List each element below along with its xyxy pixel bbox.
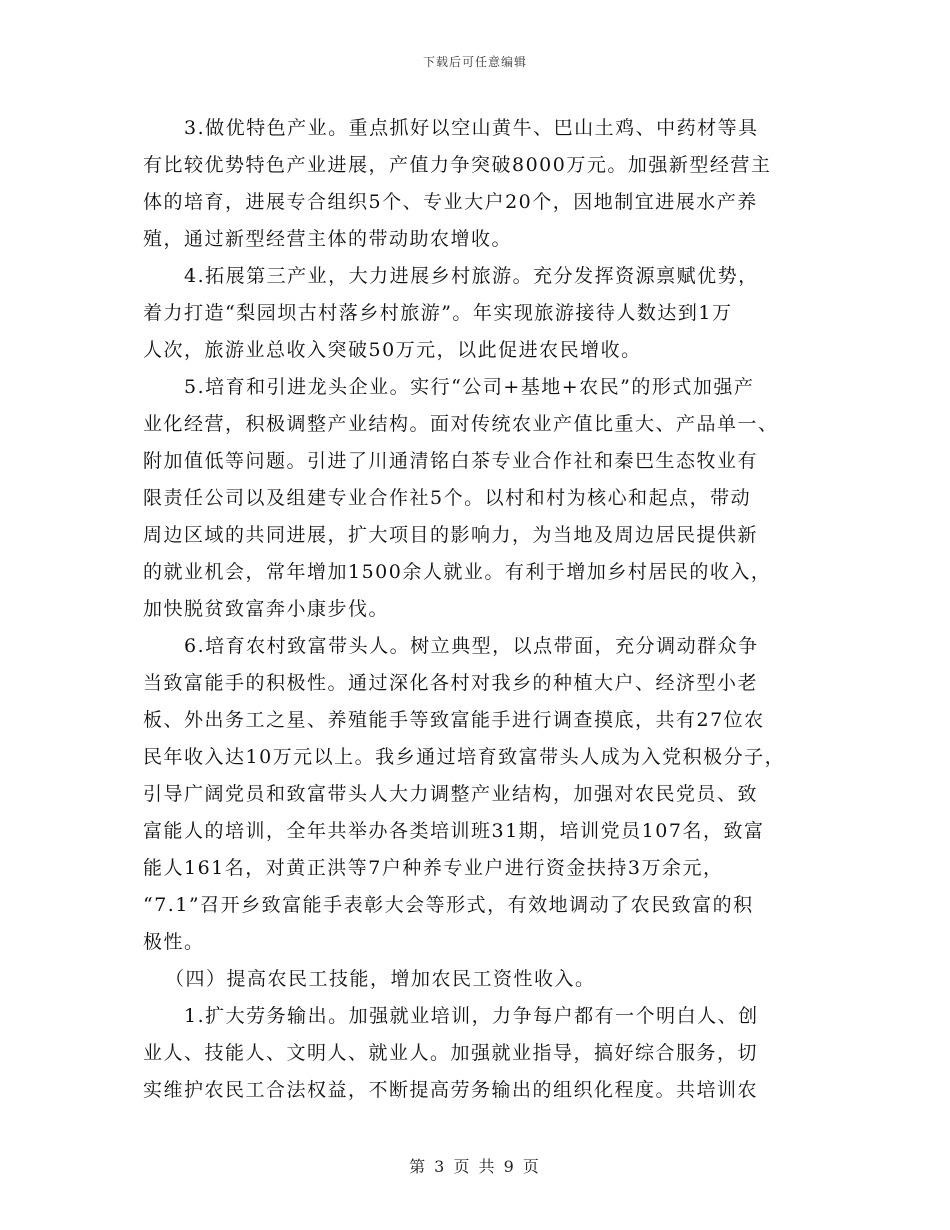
paragraph-line: 引导广阔党员和致富带头人大力调整产业结构，加强对农民党员、致 <box>143 783 759 805</box>
paragraph-line: 业人、技能人、文明人、就业人。加强就业指导，搞好综合服务，切 <box>143 1042 759 1064</box>
paragraph-line: 3.做优特色产业。重点抓好以空山黄牛、巴山土鸡、中药材等具 <box>184 117 759 139</box>
paragraph-line: 当致富能手的积极性。通过深化各村对我乡的种植大户、经济型小老 <box>143 672 759 694</box>
paragraph-line: 殖，通过新型经营主体的带动助农增收。 <box>143 228 513 250</box>
paragraph-line: 人次，旅游业总收入突破50万元，以此促进农民增收。 <box>143 339 642 361</box>
paragraph-line: 极性。 <box>143 931 205 953</box>
paragraph-line: “7.1”召开乡致富能手表彰大会等形式，有效地调动了农民致富的积 <box>143 894 754 916</box>
paragraph-line: 板、外出务工之星、养殖能手等致富能手进行调查摸底，共有27位农 <box>143 709 765 731</box>
paragraph-line: 4.拓展第三产业，大力进展乡村旅游。充分发挥资源禀赋优势， <box>184 265 759 287</box>
paragraph-line: 能人161名，对黄正洪等7户种养专业户进行资金扶持3万余元， <box>143 857 724 879</box>
paragraph-line: 体的培育，进展专合组织5个、专业大户20个，因地制宜进展水产养 <box>143 191 758 213</box>
paragraph-line: 限责任公司以及组建专业合作社5个。以村和村为核心和起点，带动 <box>143 487 752 509</box>
paragraph-line: 民年收入达10万元以上。我乡通过培育致富带头人成为入党积极分子， <box>143 746 786 768</box>
paragraph-line: 业化经营，积极调整产业结构。面对传统农业产值比重大、产品单一、 <box>143 413 779 435</box>
paragraph-line: 周边区域的共同进展，扩大项目的影响力，为当地及周边居民提供新 <box>143 524 759 546</box>
paragraph-line: 着力打造“梨园坝古村落乡村旅游”。年实现旅游接待人数达到1万 <box>143 302 733 324</box>
paragraph-line: 附加值低等问题。引进了川通清铭白茶专业合作社和秦巴生态牧业有 <box>143 450 759 472</box>
paragraph-line: 实维护农民工合法权益，不断提高劳务输出的组织化程度。共培训农 <box>143 1079 759 1101</box>
paragraph-line: 1.扩大劳务输出。加强就业培训，力争每户都有一个明白人、创 <box>184 1005 759 1027</box>
paragraph-line: 的就业机会，常年增加1500余人就业。有利于增加乡村居民的收入， <box>143 561 772 583</box>
paragraph-line: 5.培育和引进龙头企业。实行“公司+基地+农民”的形式加强产 <box>184 376 755 398</box>
paragraph-line: 有比较优势特色产业进展，产值力争突破8000万元。加强新型经营主 <box>143 154 772 176</box>
page-header: 下载后可任意编辑 <box>422 55 527 69</box>
paragraph-line: 加快脱贫致富奔小康步伐。 <box>143 598 390 620</box>
section-heading: （四）提高农民工技能，增加农民工资性收入。 <box>165 968 596 990</box>
document-body <box>143 110 823 1109</box>
paragraph-line: 富能人的培训，全年共举办各类培训班31期，培训党员107名，致富 <box>143 820 765 842</box>
page-number: 第 3 页 共 9 页 <box>409 1157 541 1176</box>
paragraph-line: 6.培育农村致富带头人。树立典型，以点带面，充分调动群众争 <box>184 635 759 657</box>
